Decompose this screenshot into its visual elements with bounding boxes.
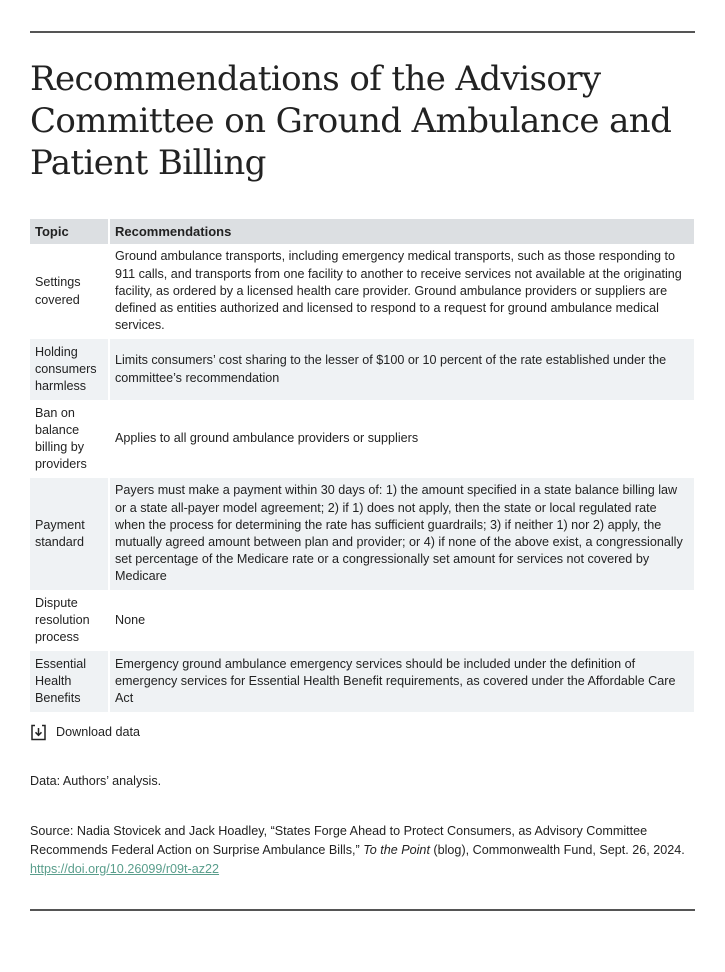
topic-cell: Settings covered — [30, 244, 110, 339]
column-header-recommendations: Recommendations — [110, 219, 694, 244]
topic-cell: Payment standard — [30, 478, 110, 590]
download-data-label: Download data — [56, 725, 141, 739]
recommendation-cell: None — [115, 612, 146, 627]
table-row — [30, 244, 694, 339]
column-header-topic: Topic — [30, 219, 110, 244]
topic-cell: Essential Health Benefits — [30, 651, 110, 712]
download-icon — [30, 724, 47, 741]
recommendation-cell: Payers must make a payment within 30 days of: 1) the amount specified in a state balance billing law or a state all-payer model agreement; 2) if 1) does not apply, then the state or local regulated rate when the process for determining the rate has sufficient guardrails; 3) if neither 1) nor 2) apply, the mutually agreed amount between plan and provider; or 4) if none of the above exist, a congressionally set percentage of the Medicare rate or a congressionally set amount for services not covered by Medicare — [110, 478, 694, 590]
recommendations-table — [30, 219, 694, 712]
table-header-row — [30, 219, 694, 244]
recommendation-cell: Applies to all ground ambulance providers or suppliers — [115, 431, 419, 446]
source-prefix: Source: Nadia Stovicek and Jack Hoadley, “States Forge Ahead to Protect Consumers, as Advisory Committee Recommends Federal Action on Surprise Ambulance Bills,” — [30, 824, 648, 857]
bottom-divider — [30, 909, 695, 911]
top-divider — [30, 31, 695, 33]
recommendation-cell: Limits consumers’ cost sharing to the lesser of $100 or 10 percent of the rate established under the committee’s recommendation — [110, 339, 694, 400]
topic-cell: Dispute resolution process — [30, 590, 110, 651]
recommendation-cell: Ground ambulance transports, including emergency medical transports, such as those responding to 911 calls, and transports from one facility to another to receive services not available at the originating facility, as ordered by a licensed health care provider. Ground ambulance providers or suppliers are defined as entities authorized and licensed to respond to a request for ground ambulance medical services. — [115, 249, 682, 333]
download-data-button[interactable] — [30, 723, 140, 741]
table-row — [30, 651, 694, 712]
source-publication: To the Point — [363, 843, 430, 857]
table-row — [30, 400, 694, 478]
source-suffix: (blog), Commonwealth Fund, Sept. 26, 2024. — [429, 843, 685, 857]
source-citation — [30, 822, 695, 879]
table-row — [30, 590, 694, 651]
data-note: Data: Authors’ analysis. — [30, 774, 162, 788]
table-row — [30, 339, 694, 400]
topic-cell: Ban on balance billing by providers — [30, 400, 110, 478]
recommendation-cell: Emergency ground ambulance emergency services should be included under the definition of emergency services for Essential Health Benefit requirements, as covered under the Affordable Care Act — [110, 651, 694, 712]
topic-cell: Holding consumers harmless — [30, 339, 110, 400]
table-row — [30, 478, 694, 590]
doi-link[interactable]: https://doi.org/10.26099/r09t-az22 — [30, 862, 220, 876]
page-title: Recommendations of the Advisory Committee on Ground Ambulance and Patient Billing — [30, 59, 672, 183]
